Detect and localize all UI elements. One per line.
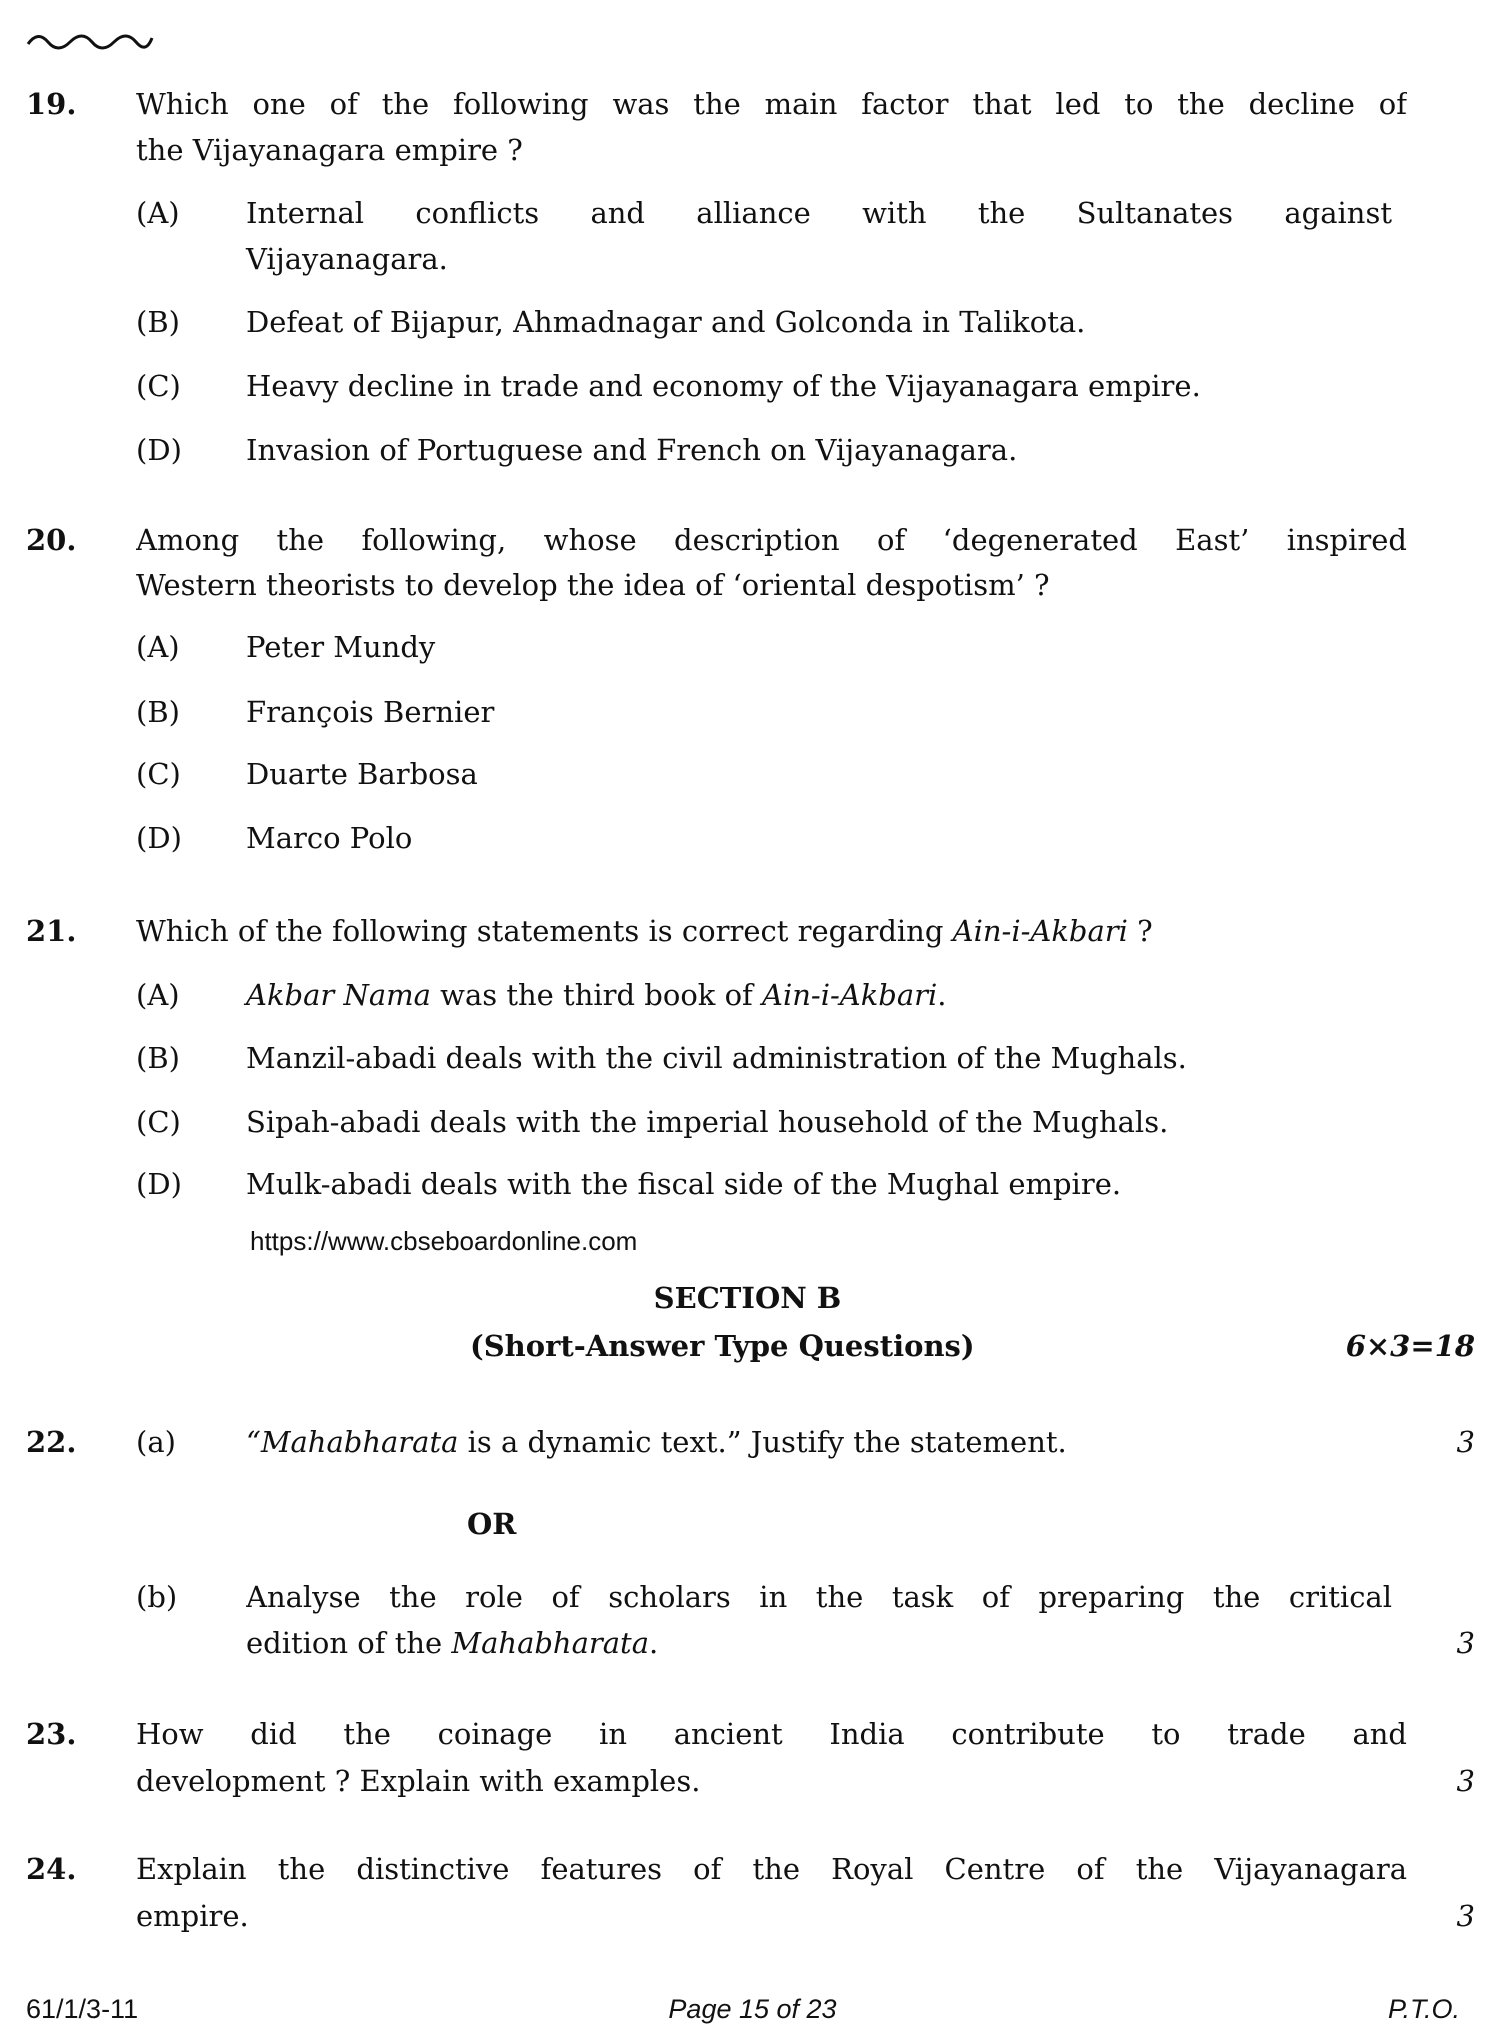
marks: 3 <box>1456 1425 1475 1459</box>
option-text: Mulk-abadi deals with the fiscal side of the Mughal empire. <box>246 1167 1122 1201</box>
section-subtitle: (Short-Answer Type Questions) <box>470 1329 975 1363</box>
book-title: Akbar Nama <box>246 978 431 1012</box>
marks: 3 <box>1456 1899 1475 1933</box>
option-text: François Bernier <box>246 695 495 729</box>
option-text: Vijayanagara. <box>246 242 448 276</box>
question-text: Analyse the role of scholars in the task of preparing the critical <box>246 1580 1392 1614</box>
watermark-url[interactable]: https://www.cbseboardonline.com <box>250 1226 638 1256</box>
text-segment: ? <box>1127 914 1153 948</box>
book-title: Ain-i-Akbari <box>762 978 938 1012</box>
option-label: (C) <box>136 757 181 791</box>
question-text: Which one of the following was the main factor that led to the decline of <box>136 87 1407 121</box>
option-label: (A) <box>136 196 180 230</box>
question-text <box>136 911 1153 951</box>
question-text: empire. <box>136 1899 249 1933</box>
option-label: (B) <box>136 305 180 339</box>
option-text: Peter Mundy <box>246 630 436 664</box>
option-label: (D) <box>136 1167 182 1201</box>
question-text: development ? Explain with examples. <box>136 1764 701 1798</box>
question-text <box>246 1422 1067 1462</box>
part-label: (a) <box>136 1425 176 1459</box>
question-number: 22. <box>26 1425 77 1459</box>
option-label: (B) <box>136 695 180 729</box>
option-text <box>246 975 947 1015</box>
option-label: (B) <box>136 1041 180 1075</box>
book-title: “Mahabharata <box>246 1425 459 1459</box>
question-number: 20. <box>26 523 77 557</box>
option-text: Defeat of Bijapur, Ahmadnagar and Golconda in Talikota. <box>246 305 1086 339</box>
part-label: (b) <box>136 1580 178 1614</box>
squiggle-mark <box>26 28 156 52</box>
option-label: (A) <box>136 630 180 664</box>
option-text: Duarte Barbosa <box>246 757 478 791</box>
question-number: 23. <box>26 1717 77 1751</box>
or-divider: OR <box>467 1507 517 1541</box>
text-segment: Which of the following statements is correct regarding <box>136 914 953 948</box>
question-text <box>246 1623 658 1663</box>
question-text: Explain the distinctive features of the Royal Centre of the Vijayanagara <box>136 1852 1407 1886</box>
text-segment: edition of the <box>246 1626 452 1660</box>
option-text: Heavy decline in trade and economy of the Vijayanagara empire. <box>246 369 1201 403</box>
option-label: (A) <box>136 978 180 1012</box>
option-label: (D) <box>136 821 182 855</box>
marks: 3 <box>1456 1626 1475 1660</box>
option-text: Invasion of Portuguese and French on Vijayanagara. <box>246 433 1018 467</box>
option-text: Manzil-abadi deals with the civil administration of the Mughals. <box>246 1041 1187 1075</box>
page-number: Page 15 of 23 <box>668 1994 837 2024</box>
question-text: Western theorists to develop the idea of ‘oriental despotism’ ? <box>136 568 1050 602</box>
option-text: Internal conflicts and alliance with the Sultanates against <box>246 196 1392 230</box>
please-turn-over: P.T.O. <box>1387 1994 1460 2024</box>
option-text: Sipah-abadi deals with the imperial household of the Mughals. <box>246 1105 1169 1139</box>
question-number: 24. <box>26 1852 77 1886</box>
section-title: SECTION B <box>653 1281 842 1315</box>
book-title: Ain-i-Akbari <box>952 914 1128 948</box>
question-text: the Vijayanagara empire ? <box>136 133 523 167</box>
option-text: Marco Polo <box>246 821 413 855</box>
text-segment: . <box>937 978 947 1012</box>
option-label: (C) <box>136 369 181 403</box>
question-text: How did the coinage in ancient India contribute to trade and <box>136 1717 1407 1751</box>
marks: 3 <box>1456 1764 1475 1798</box>
question-number: 21. <box>26 914 77 948</box>
option-label: (C) <box>136 1105 181 1139</box>
section-marks: 6×3=18 <box>1345 1329 1475 1363</box>
text-segment: . <box>649 1626 659 1660</box>
paper-code: 61/1/3-11 <box>26 1994 139 2024</box>
question-text: Among the following, whose description of ‘degenerated East’ inspired <box>136 523 1407 557</box>
option-label: (D) <box>136 433 182 467</box>
text-segment: was the third book of <box>430 978 762 1012</box>
question-number: 19. <box>26 87 77 121</box>
book-title: Mahabharata <box>451 1626 649 1660</box>
text-segment: is a dynamic text.” Justify the statement. <box>458 1425 1067 1459</box>
